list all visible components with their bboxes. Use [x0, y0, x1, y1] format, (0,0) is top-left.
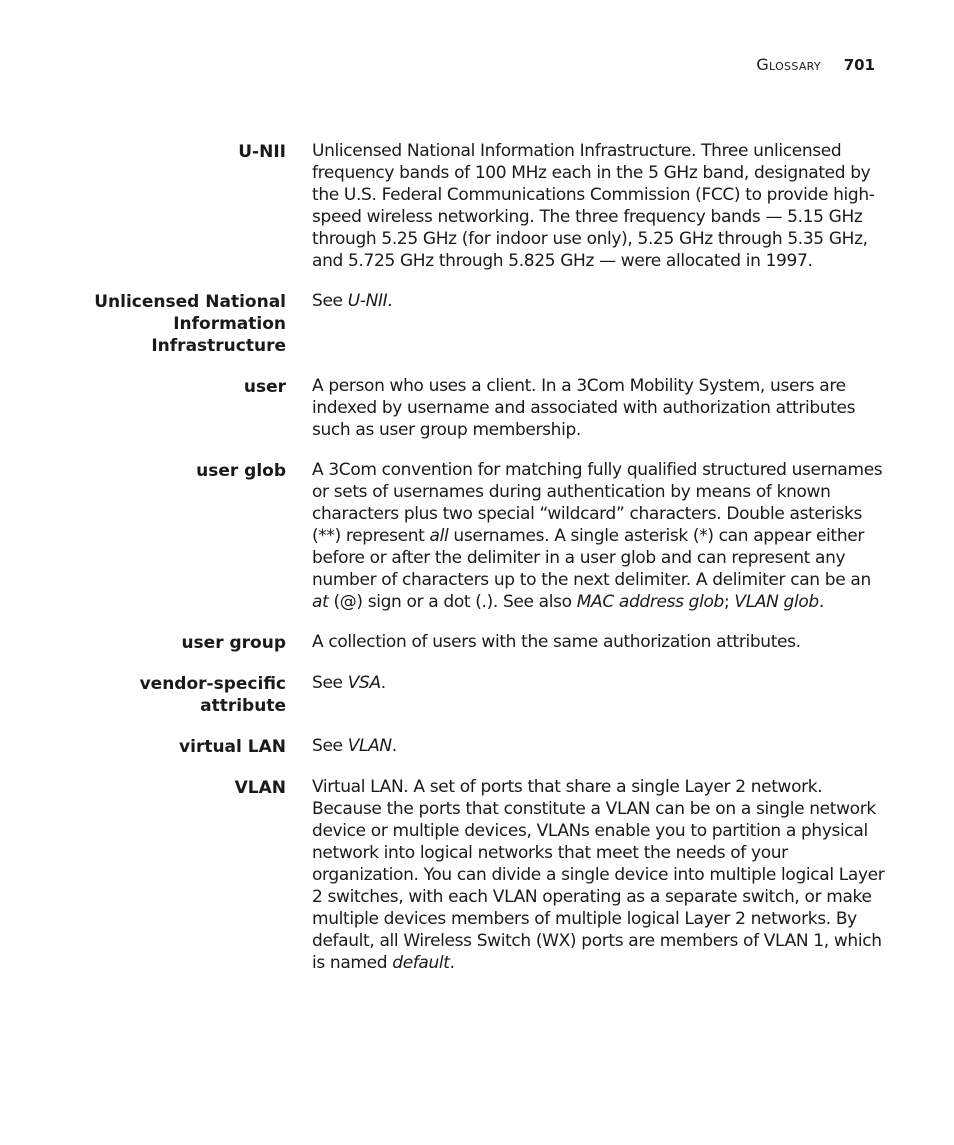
glossary-definition	[312, 631, 892, 653]
cross-reference: VLAN	[347, 736, 392, 756]
definition-suffix: .	[387, 291, 393, 311]
term-line: Unlicensed National	[94, 292, 286, 312]
term-line: user group	[181, 633, 286, 653]
section-title: Glossary	[756, 55, 821, 74]
see-prefix: See	[312, 673, 348, 693]
glossary-entry	[0, 735, 954, 758]
definition-suffix: .	[380, 673, 386, 693]
definition-suffix: .	[391, 736, 397, 756]
glossary-term	[0, 776, 286, 799]
cross-reference: U-NII	[347, 291, 388, 311]
see-prefix: See	[312, 291, 348, 311]
glossary-entry	[0, 776, 954, 974]
definition-text: A 3Com convention for matching fully qualified structured usernames or sets of usernames during authentication by means of known characters plus two special “wildcard” characters. Double asterisks (**) represent	[312, 460, 883, 546]
glossary-definition	[312, 290, 892, 312]
definition-text: Unlicensed National Information Infrastructure. Three unlicensed frequency bands of 100 MHz each in the 5 GHz band, designated by the U.S. Federal Communications Commission (FCC) to provide high-speed wireless networking. The three frequency bands — 5.15 GHz through 5.25 GHz (for indoor use only), 5.25 GHz through 5.35 GHz, and 5.725 GHz through 5.825 GHz — were allocated in 1997.	[312, 141, 875, 271]
emphasis-text: at	[312, 592, 329, 612]
term-line: vendor-specific	[139, 674, 286, 694]
emphasis-text: all	[429, 526, 449, 546]
glossary-entry	[0, 672, 954, 717]
term-line: Information	[173, 314, 286, 334]
term-line: user glob	[196, 461, 286, 481]
see-prefix: See	[312, 736, 348, 756]
definition-text: Virtual LAN. A set of ports that share a single Layer 2 network. Because the ports that constitute a VLAN can be on a single network device or multiple devices, VLANs enable you to partition a physical network into logical networks that meet the needs of your organization. You can divide a single device into multiple logical Layer 2 switches, with each VLAN operating as a separate switch, or make multiple devices members of multiple logical Layer 2 networks. By default, all Wireless Switch (WX) ports are members of VLAN 1, which is named	[312, 777, 885, 973]
glossary-list	[0, 140, 954, 992]
glossary-term	[0, 290, 286, 357]
definition-text: A person who uses a client. In a 3Com Mobility System, users are indexed by username and associated with authorization attributes such as user group membership.	[312, 376, 856, 440]
definition-text: ;	[723, 592, 735, 612]
emphasis-text: default	[392, 953, 450, 973]
definition-suffix: .	[818, 592, 824, 612]
definition-suffix: .	[449, 953, 455, 973]
glossary-entry	[0, 290, 954, 357]
cross-reference: MAC address glob	[576, 592, 724, 612]
glossary-entry	[0, 375, 954, 441]
term-line: user	[243, 377, 286, 397]
term-line: virtual LAN	[179, 737, 286, 757]
term-line: U-NII	[238, 142, 286, 162]
glossary-term	[0, 672, 286, 717]
glossary-term	[0, 459, 286, 482]
definition-text: (@) sign or a dot (.). See also	[328, 592, 577, 612]
cross-reference: VLAN glob	[734, 592, 819, 612]
definition-text: A collection of users with the same authorization attributes.	[312, 632, 801, 652]
glossary-definition	[312, 375, 892, 441]
glossary-entry	[0, 459, 954, 613]
glossary-definition	[312, 140, 892, 272]
glossary-definition	[312, 672, 892, 694]
glossary-term	[0, 375, 286, 398]
term-line: attribute	[200, 696, 286, 716]
term-line: VLAN	[234, 778, 286, 798]
glossary-term	[0, 631, 286, 654]
glossary-term	[0, 140, 286, 163]
glossary-definition	[312, 459, 892, 613]
definition-text: usernames. A single asterisk (*) can appear either before or after the delimiter in a user glob and can represent any number of characters up to the next delimiter. A delimiter can be an	[312, 526, 871, 590]
glossary-definition	[312, 776, 892, 974]
term-line: Infrastructure	[151, 336, 286, 356]
glossary-term	[0, 735, 286, 758]
glossary-definition	[312, 735, 892, 757]
glossary-entry	[0, 631, 954, 654]
cross-reference: VSA	[347, 673, 381, 693]
glossary-entry	[0, 140, 954, 272]
running-head	[756, 55, 875, 74]
page-number: 701	[843, 56, 875, 74]
